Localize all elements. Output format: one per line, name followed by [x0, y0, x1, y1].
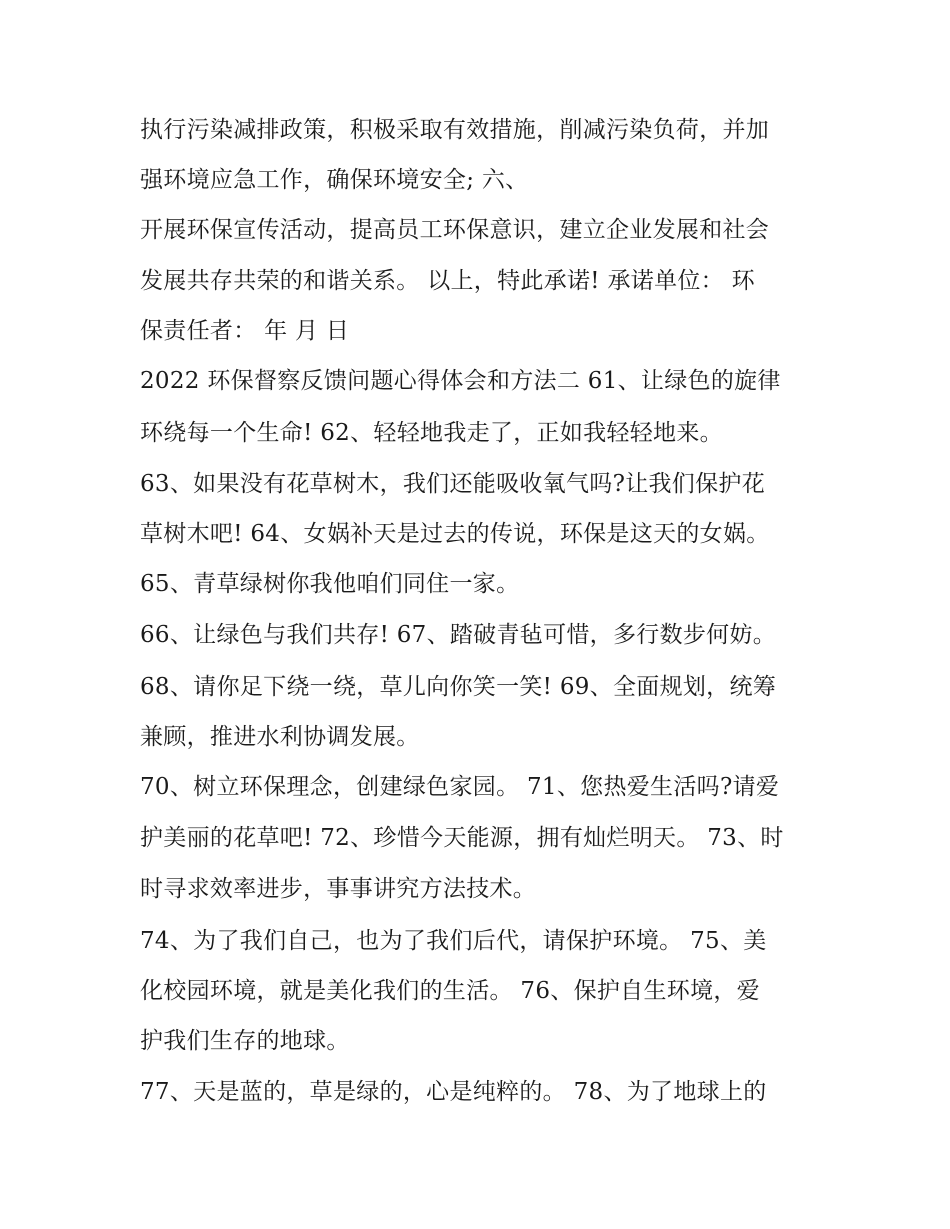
text-line: 环绕每一个生命! 62、轻轻地我走了，正如我轻轻地来。	[140, 420, 723, 446]
text-line: 77、天是蓝的，草是绿的，心是纯粹的。 78、为了地球上的	[140, 1079, 767, 1105]
text-line: 执行污染减排政策，积极采取有效措施，削减污染负荷，并加	[140, 117, 770, 143]
text-line: 74、为了我们自己，也为了我们后代，请保护环境。 75、美	[140, 928, 767, 954]
text-line: 70、树立环保理念，创建绿色家园。 71、您热爱生活吗?请爱	[140, 774, 780, 800]
text-line: 护我们生存的地球。	[140, 1028, 350, 1054]
text-line: 化校园环境，就是美化我们的生活。 76、保护自生环境，爱	[140, 978, 760, 1004]
text-line: 65、青草绿树你我他咱们同住一家。	[140, 571, 520, 597]
text-line: 发展共存共荣的和谐关系。 以上，特此承诺! 承诺单位： 环	[140, 268, 755, 294]
text-line: 护美丽的花草吧! 72、珍惜今天能源，拥有灿烂明天。 73、时	[140, 825, 784, 851]
text-line: 2022 环保督察反馈问题心得体会和方法二 61、让绿色的旋律	[140, 368, 781, 394]
text-line: 时寻求效率进步，事事讲究方法技术。	[140, 876, 537, 902]
text-line: 63、如果没有花草树木，我们还能吸收氧气吗?让我们保护花	[140, 471, 765, 497]
text-line: 保责任者： 年 月 日	[140, 318, 350, 344]
text-line: 草树木吧! 64、女娲补天是过去的传说，环保是这天的女娲。	[140, 521, 770, 547]
text-line: 兼顾，推进水利协调发展。	[140, 724, 420, 750]
text-line: 66、让绿色与我们共存! 67、踏破青毡可惜，多行数步何妨。	[140, 622, 777, 648]
text-line: 强环境应急工作，确保环境安全; 六、	[140, 167, 529, 193]
text-line: 开展环保宣传活动，提高员工环保意识，建立企业发展和社会	[140, 217, 770, 243]
text-line: 68、请你足下绕一绕，草儿向你笑一笑! 69、全面规划，统筹	[140, 674, 777, 700]
